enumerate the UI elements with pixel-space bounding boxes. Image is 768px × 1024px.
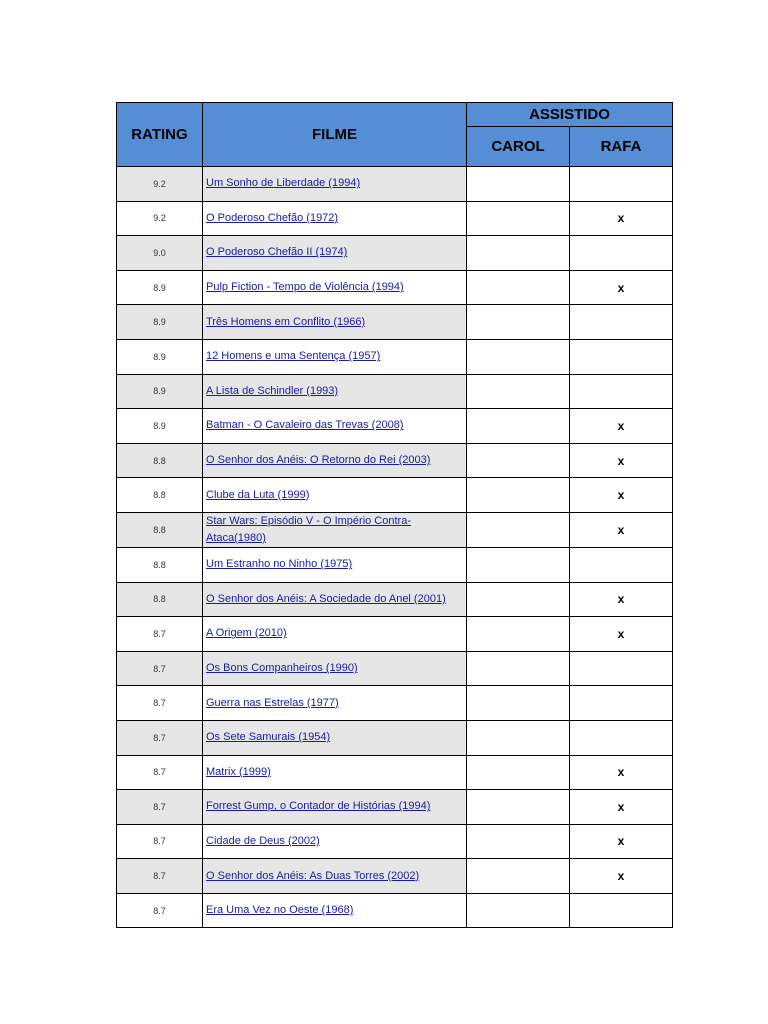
- table-row: [117, 339, 673, 374]
- table-row: [117, 478, 673, 513]
- movie-title-link[interactable]: O Senhor dos Anéis: As Duas Torres (2002): [206, 869, 420, 882]
- rafa-watched-cell: x: [570, 443, 673, 478]
- table-row: [117, 824, 673, 859]
- rating-cell: 8.9: [117, 305, 203, 340]
- table-row: [117, 547, 673, 582]
- rafa-watched-cell: x: [570, 582, 673, 617]
- movie-title-link[interactable]: Os Sete Samurais (1954): [206, 731, 331, 744]
- rafa-watched-cell: x: [570, 478, 673, 513]
- title-cell: [203, 374, 467, 409]
- movie-title-link[interactable]: 12 Homens e uma Sentença (1957): [206, 350, 381, 363]
- movie-title-link[interactable]: Matrix (1999): [206, 765, 271, 778]
- carol-watched-cell: [467, 167, 570, 202]
- title-cell: [203, 755, 467, 790]
- movie-title-link[interactable]: Guerra nas Estrelas (1977): [206, 696, 339, 709]
- table-row: [117, 443, 673, 478]
- table-body: [117, 167, 673, 928]
- table-row: [117, 374, 673, 409]
- rating-cell: 8.8: [117, 478, 203, 513]
- rating-cell: 9.2: [117, 201, 203, 236]
- carol-watched-cell: [467, 478, 570, 513]
- movie-title-link[interactable]: Cidade de Deus (2002): [206, 834, 320, 847]
- carol-watched-cell: [467, 893, 570, 928]
- rating-cell: 8.7: [117, 790, 203, 825]
- rafa-watched-cell: [570, 167, 673, 202]
- table-row: [117, 512, 673, 547]
- title-cell: [203, 478, 467, 513]
- rating-cell: 8.7: [117, 686, 203, 721]
- carol-watched-cell: [467, 270, 570, 305]
- rating-cell: 8.7: [117, 617, 203, 652]
- table-header: [117, 103, 673, 167]
- table-row: [117, 270, 673, 305]
- carol-watched-cell: [467, 374, 570, 409]
- carol-watched-cell: [467, 443, 570, 478]
- title-cell: [203, 236, 467, 271]
- movie-title-link[interactable]: Era Uma Vez no Oeste (1968): [206, 904, 354, 917]
- title-cell: [203, 443, 467, 478]
- table-row: [117, 651, 673, 686]
- rating-header: RATING: [117, 103, 203, 167]
- rating-cell: 8.7: [117, 859, 203, 894]
- carol-watched-cell: [467, 755, 570, 790]
- table-row: [117, 859, 673, 894]
- rating-cell: 8.9: [117, 270, 203, 305]
- rating-cell: 8.7: [117, 720, 203, 755]
- rating-cell: 8.8: [117, 443, 203, 478]
- rafa-watched-cell: [570, 236, 673, 271]
- rafa-watched-cell: [570, 893, 673, 928]
- rating-cell: 8.9: [117, 339, 203, 374]
- rafa-watched-cell: [570, 339, 673, 374]
- table-row: [117, 893, 673, 928]
- title-cell: [203, 686, 467, 721]
- assistido-header: ASSISTIDO: [467, 103, 673, 127]
- rating-cell: 9.0: [117, 236, 203, 271]
- title-cell: [203, 582, 467, 617]
- title-cell: [203, 651, 467, 686]
- movie-title-link[interactable]: Clube da Luta (1999): [206, 488, 310, 501]
- carol-watched-cell: [467, 547, 570, 582]
- table-row: [117, 305, 673, 340]
- rafa-watched-cell: x: [570, 617, 673, 652]
- carol-watched-cell: [467, 409, 570, 444]
- rafa-watched-cell: [570, 686, 673, 721]
- rafa-watched-cell: x: [570, 270, 673, 305]
- carol-watched-cell: [467, 339, 570, 374]
- title-cell: [203, 201, 467, 236]
- table-row: [117, 409, 673, 444]
- carol-watched-cell: [467, 720, 570, 755]
- movie-title-link[interactable]: Star Wars: Episódio V - O Império Contra-Ataca(1980): [206, 514, 411, 544]
- movie-title-link[interactable]: Forrest Gump, o Contador de Histórias (1994): [206, 800, 431, 813]
- table-row: [117, 582, 673, 617]
- movie-title-link[interactable]: Três Homens em Conflito (1966): [206, 315, 366, 328]
- carol-watched-cell: [467, 859, 570, 894]
- movie-title-link[interactable]: O Poderoso Chefão (1972): [206, 211, 339, 224]
- title-cell: [203, 270, 467, 305]
- rating-cell: 8.9: [117, 409, 203, 444]
- rating-cell: 8.7: [117, 824, 203, 859]
- carol-watched-cell: [467, 512, 570, 547]
- movie-title-link[interactable]: Um Estranho no Ninho (1975): [206, 558, 353, 571]
- carol-watched-cell: [467, 236, 570, 271]
- title-cell: [203, 617, 467, 652]
- movie-title-link[interactable]: A Origem (2010): [206, 627, 287, 640]
- rafa-watched-cell: x: [570, 409, 673, 444]
- rafa-watched-cell: [570, 305, 673, 340]
- rafa-watched-cell: x: [570, 859, 673, 894]
- rafa-watched-cell: [570, 374, 673, 409]
- rafa-watched-cell: [570, 720, 673, 755]
- movie-title-link[interactable]: O Senhor dos Anéis: O Retorno do Rei (2003): [206, 454, 431, 467]
- rating-cell: 8.7: [117, 651, 203, 686]
- title-cell: [203, 824, 467, 859]
- rating-cell: 8.7: [117, 755, 203, 790]
- carol-watched-cell: [467, 824, 570, 859]
- table-row: [117, 201, 673, 236]
- rating-cell: 8.8: [117, 512, 203, 547]
- filme-header: FILME: [203, 103, 467, 167]
- rafa-watched-cell: x: [570, 512, 673, 547]
- rating-cell: 8.9: [117, 374, 203, 409]
- rafa-watched-cell: x: [570, 201, 673, 236]
- title-cell: [203, 167, 467, 202]
- table-row: [117, 790, 673, 825]
- table-row: [117, 686, 673, 721]
- rating-cell: 9.2: [117, 167, 203, 202]
- title-cell: [203, 339, 467, 374]
- movie-title-link[interactable]: Um Sonho de Liberdade (1994): [206, 177, 361, 190]
- title-cell: [203, 305, 467, 340]
- title-cell: [203, 893, 467, 928]
- rafa-watched-cell: [570, 651, 673, 686]
- rating-cell: 8.7: [117, 893, 203, 928]
- table-row: [117, 720, 673, 755]
- rating-cell: 8.8: [117, 582, 203, 617]
- title-cell: [203, 547, 467, 582]
- carol-watched-cell: [467, 201, 570, 236]
- carol-watched-cell: [467, 686, 570, 721]
- movie-title-link[interactable]: O Poderoso Chefão II (1974): [206, 246, 348, 259]
- title-cell: [203, 720, 467, 755]
- movie-title-link[interactable]: O Senhor dos Anéis: A Sociedade do Anel (2001): [206, 592, 446, 605]
- rafa-watched-cell: x: [570, 790, 673, 825]
- rating-cell: 8.8: [117, 547, 203, 582]
- carol-watched-cell: [467, 617, 570, 652]
- carol-header: CAROL: [467, 127, 570, 167]
- title-cell: [203, 859, 467, 894]
- movie-title-link[interactable]: Pulp Fiction - Tempo de Violência (1994): [206, 281, 404, 294]
- table-row: [117, 617, 673, 652]
- title-cell: [203, 512, 467, 547]
- rafa-watched-cell: x: [570, 824, 673, 859]
- carol-watched-cell: [467, 651, 570, 686]
- carol-watched-cell: [467, 305, 570, 340]
- movie-title-link[interactable]: A Lista de Schindler (1993): [206, 384, 339, 397]
- title-cell: [203, 790, 467, 825]
- carol-watched-cell: [467, 582, 570, 617]
- rafa-watched-cell: x: [570, 755, 673, 790]
- rafa-header: RAFA: [570, 127, 673, 167]
- rafa-watched-cell: [570, 547, 673, 582]
- table-row: [117, 167, 673, 202]
- table-row: [117, 236, 673, 271]
- movie-title-link[interactable]: Batman - O Cavaleiro das Trevas (2008): [206, 419, 404, 432]
- carol-watched-cell: [467, 790, 570, 825]
- movie-title-link[interactable]: Os Bons Companheiros (1990): [206, 662, 358, 675]
- movies-table: [116, 102, 673, 928]
- title-cell: [203, 409, 467, 444]
- table-row: [117, 755, 673, 790]
